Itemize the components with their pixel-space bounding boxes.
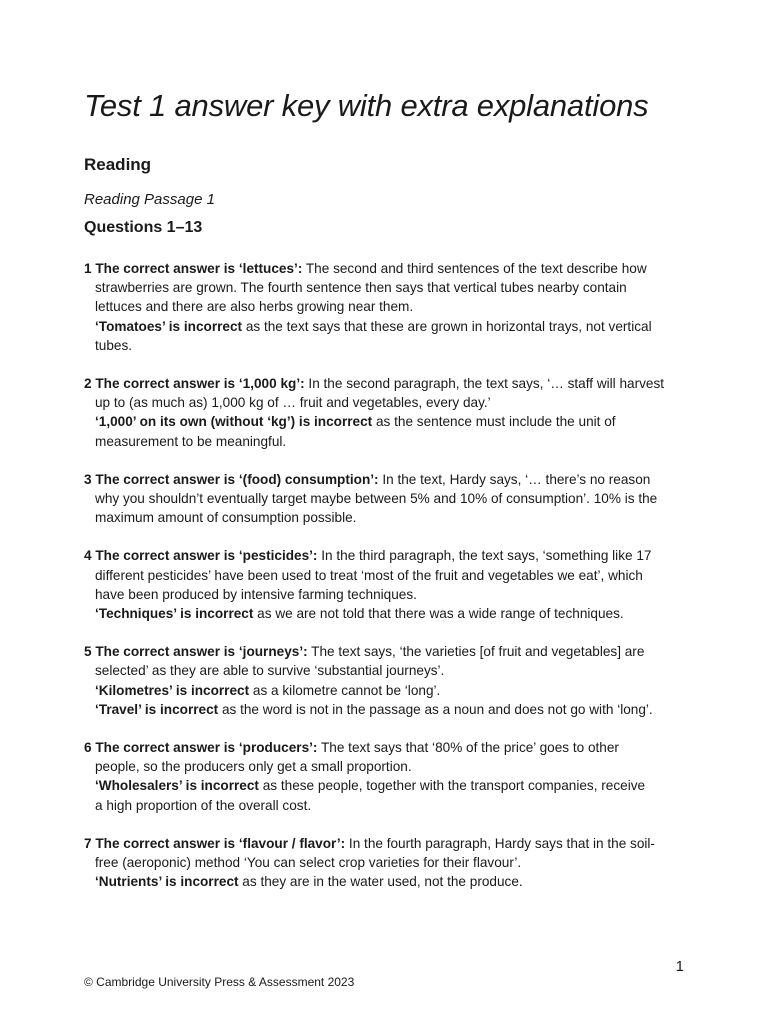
answer-text: The text says, ‘the varieties [of fruit and vegetables] are [307,644,645,660]
answer-bold-text: 5 The correct answer is ‘journeys’: [84,644,308,660]
answer-text: measurement to be meaningful. [95,433,287,449]
copyright-footer: © Cambridge University Press & Assessment 2023 [84,975,355,989]
answer-text: have been produced by intensive farming techniques. [95,586,417,602]
answer-text: why you shouldn’t eventually target maybe between 5% and 10% of consumption’. 10% is the [95,491,658,507]
answer-line [84,546,694,565]
answer-line [84,757,694,776]
answer-text: a high proportion of the overall cost. [95,797,312,813]
answer-text: free (aeroponic) method ‘You can select crop varieties for their flavour’. [95,855,522,871]
answer-line [84,853,694,872]
page-title: Test 1 answer key with extra explanations [84,88,649,123]
answer-text: as we are not told that there was a wide range of techniques. [253,606,624,622]
questions-heading: Questions 1–13 [84,219,203,236]
answer-text: strawberries are grown. The fourth sentence then says that vertical tubes nearby contain [95,280,627,296]
answer-text: as these people, together with the transport companies, receive [258,778,646,794]
section-heading: Reading [84,155,152,174]
answer-item [84,546,694,623]
passage-label: Reading Passage 1 [84,191,215,208]
answer-bold-text: ‘1,000’ on its own (without ‘kg’) is incorrect [95,414,373,430]
answer-bold-text: 6 The correct answer is ‘producers’: [84,740,318,756]
answer-line [84,336,694,355]
answer-item [84,470,694,528]
answer-line [84,661,694,680]
answer-line [84,393,694,412]
answer-line [84,489,694,508]
answer-bold-text: 7 The correct answer is ‘flavour / flavor’: [84,835,346,851]
answer-bold-text: ‘Tomatoes’ is incorrect [95,318,243,334]
answer-bold-text: ‘Wholesalers’ is incorrect [95,778,259,794]
answer-text: The second and third sentences of the text describe how [302,261,647,276]
answer-line [84,872,694,891]
answer-text: The text says that ‘80% of the price’ goes to other [317,740,619,756]
answer-bold-text: 4 The correct answer is ‘pesticides’: [84,548,318,564]
answer-item [84,738,694,815]
answer-line [84,681,694,700]
answer-line [84,432,694,451]
answer-item [84,374,694,451]
answer-bold-text: 2 The correct answer is ‘1,000 kg’: [84,376,305,392]
answer-bold-text: 1 The correct answer is ‘lettuces’: [84,261,303,276]
answer-line [84,508,694,527]
answer-line [84,317,694,336]
answer-line [84,796,694,815]
page-number: 1 [675,958,684,975]
answer-line [84,374,694,393]
answer-text: In the text, Hardy says, ‘… there’s no reason [378,471,651,487]
answer-line [84,834,694,853]
answer-text: as they are in the water used, not the produce. [238,874,523,890]
answer-text: people, so the producers only get a small proportion. [95,759,412,775]
answer-text: as the text says that these are grown in horizontal trays, not vertical [242,318,652,334]
answer-text: as the word is not in the passage as a noun and does not go with ‘long’. [218,701,653,717]
answer-line [84,566,694,585]
answer-line [84,412,694,431]
answer-line [84,585,694,604]
answer-text: In the second paragraph, the text says, ‘… staff will harvest [304,376,665,392]
answer-list [84,259,694,910]
answer-text: In the third paragraph, the text says, ‘something like 17 [317,548,652,564]
answer-bold-text: ‘Kilometres’ is incorrect [95,682,250,698]
answer-line [84,259,694,278]
answer-line [84,278,694,297]
answer-text: as a kilometre cannot be ‘long’. [249,682,441,698]
answer-item [84,259,694,355]
answer-line [84,700,694,719]
answer-text: tubes. [95,337,133,353]
answer-item [84,834,694,892]
answer-line [84,297,694,316]
answer-line [84,642,694,661]
answer-text: In the fourth paragraph, Hardy says that in the soil- [345,835,655,851]
answer-line [84,776,694,795]
answer-line [84,738,694,757]
answer-line [84,470,694,489]
answer-item [84,642,694,719]
answer-text: selected’ as they are able to survive ‘substantial journeys’. [95,663,445,679]
answer-text: as the sentence must include the unit of [372,414,616,430]
answer-text: different pesticides’ have been used to treat ‘most of the fruit and vegetables we eat’, which [95,567,643,583]
answer-text: maximum amount of consumption possible. [95,510,357,526]
answer-text: lettuces and there are also herbs growing near them. [95,299,414,315]
answer-bold-text: ‘Techniques’ is incorrect [95,606,254,622]
answer-bold-text: ‘Travel’ is incorrect [95,701,219,717]
answer-line [84,604,694,623]
answer-text: up to (as much as) 1,000 kg of … fruit and vegetables, every day.’ [95,395,491,411]
answer-bold-text: 3 The correct answer is ‘(food) consumption’: [84,471,379,487]
answer-bold-text: ‘Nutrients’ is incorrect [95,874,239,890]
